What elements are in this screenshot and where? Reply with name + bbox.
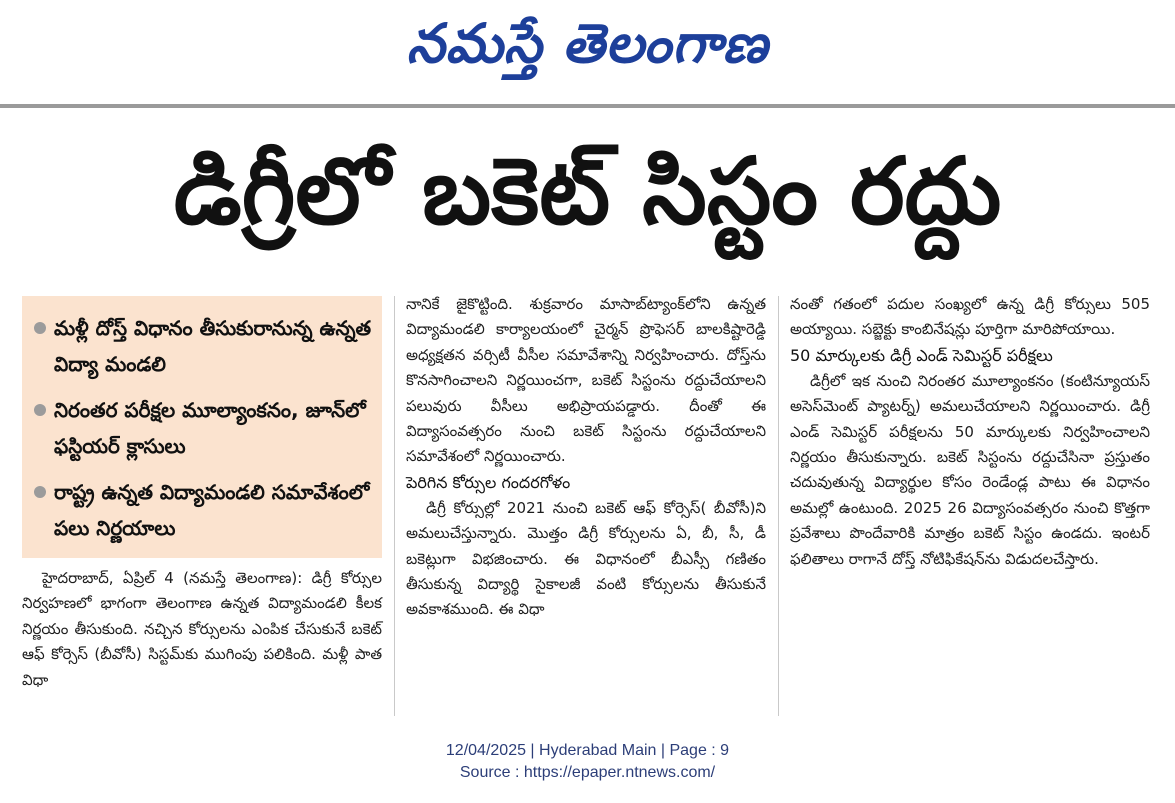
masthead-divider bbox=[0, 104, 1175, 108]
bullet-icon bbox=[34, 486, 46, 498]
headline-text: డిగ్రీలో బకెట్ సిస్టం రద్దు bbox=[173, 138, 1002, 245]
highlight-text: మళ్లీ దోస్త్ విధానం తీసుకురానున్న ఉన్నత విద్యా మండలి bbox=[54, 316, 372, 376]
article-paragraph: హైదరాబాద్, ఏప్రిల్ 4 (నమస్తే తెలంగాణ): డిగ్రీ కోర్సుల నిర్వహణలో భాగంగా తెలంగాణ ఉన్నత విద్యామండలి కీలక నిర్ణయం తీసుకుంది. నచ్చిన కోర్సులను ఎంపిక చేసుకునే బకెట్ ఆఫ్ కోర్సెస్ (బీవోసీ) సిస్టమ్‌కు ముగింపు పలికింది. మళ్లీ పాత విధా bbox=[22, 569, 382, 689]
highlight-item bbox=[34, 392, 372, 464]
highlight-item bbox=[34, 474, 372, 546]
article-paragraph: డిగ్రీ కోర్సుల్లో 2021 నుంచి బకెట్ ఆఫ్ కోర్సెస్( బీవోసీ)ని అమలుచేస్తున్నారు. మొత్తం డిగ్రీ కోర్సులను ఏ, బీ, సీ, డీ బకెట్లుగా విభజించారు. ఈ విధానంలో బీఎస్సీ గణితం తీసుకున్న విద్యార్థి సైకాలజీ వంటి కోర్సులను తీసుకునే అవకాశముంది. ఈ విధా bbox=[406, 498, 766, 619]
subheading: 50 మార్కులకు డిగ్రీ ఎండ్ సెమిస్టర్ పరీక్షలు bbox=[790, 345, 1053, 365]
highlight-text: రాష్ట్ర ఉన్నత విద్యామండలి సమావేశంలో పలు నిర్ణయాలు bbox=[54, 480, 370, 540]
headline bbox=[0, 118, 1175, 288]
masthead bbox=[0, 0, 1175, 100]
column-divider bbox=[778, 296, 779, 716]
subheading: పెరిగిన కోర్సుల గందరగోళం bbox=[406, 472, 571, 492]
article-column-middle bbox=[406, 292, 766, 623]
bullet-icon bbox=[34, 322, 46, 334]
column-divider bbox=[394, 296, 395, 716]
article-column-left bbox=[22, 566, 382, 693]
article-paragraph: నానికే జైకొట్టింది. శుక్రవారం మాసాబ్‌ట్యాంక్‌లోని ఉన్నత విద్యామండలి కార్యాలయంలో చైర్మన్ ప్రొఫెసర్ బాలకిష్టారెడ్డి అధ్యక్షతన వర్సిటీ వీసీల సమావేశాన్ని నిర్వహించారు. దోస్త్‌ను కొనసాగించాలని నిర్ణయించగా, బకెట్ సిస్టంను రద్దుచేయాలని పలువురు వీసీలు అభిప్రాయపడ్డారు. దీంతో ఈ విద్యాసంవత్సరం నుంచి బకెట్ సిస్టంను రద్దుచేయాలని సమావేశంలో నిర్ణయించారు. bbox=[406, 295, 766, 466]
edition-info: 12/04/2025 | Hyderabad Main | Page : 9 bbox=[445, 742, 730, 759]
article-paragraph: డిగ్రీలో ఇక నుంచి నిరంతర మూల్యాంకనం (కంటిన్యూయస్ అసెస్‌మెంట్ ప్యాటర్న్) అమలుచేయాలని నిర్ణయించారు. డిగ్రీ ఎండ్ సెమిస్టర్ పరీక్షలను 50 మార్కులకు నిర్వహించాలని నిర్ణయం తీసుకున్నారు. బకెట్ సిస్టంను రద్దుచేసినా ప్రస్తుతం చదువుతున్న విద్యార్థుల కోసం రెండేండ్ల పాటు ఈ విధానం అమల్లో ఉంటుంది. 2025 26 విద్యాసంవత్సరం నుంచి కొత్తగా ప్రవేశాలు పొందేవారికి మాత్రం బకెట్ సిస్టం ఉండదు. ఇంటర్ ఫలితాలు రాగానే దోస్త్ నోటిఫికేషన్‌ను విడుదలచేస్తారు. bbox=[790, 371, 1150, 568]
newspaper-logo: నమస్తే తెలంగాణ bbox=[406, 11, 769, 75]
highlights-box bbox=[22, 296, 382, 558]
highlight-item bbox=[34, 310, 372, 382]
source-link[interactable]: Source : https://epaper.ntnews.com/ bbox=[459, 764, 716, 781]
bullet-icon bbox=[34, 404, 46, 416]
page-footer bbox=[0, 740, 1175, 784]
article-column-right bbox=[790, 292, 1150, 572]
highlight-text: నిరంతర పరీక్షల మూల్యాంకనం, జూన్‌లో ఫస్టియర్ క్లాసులు bbox=[54, 398, 366, 458]
article-paragraph: నంతో గతంలో పదుల సంఖ్యలో ఉన్న డిగ్రీ కోర్సులు 505 అయ్యాయి. సబ్జెక్టు కాంబినేషన్లు పూర్తిగా మారిపోయాయి. bbox=[790, 295, 1150, 339]
